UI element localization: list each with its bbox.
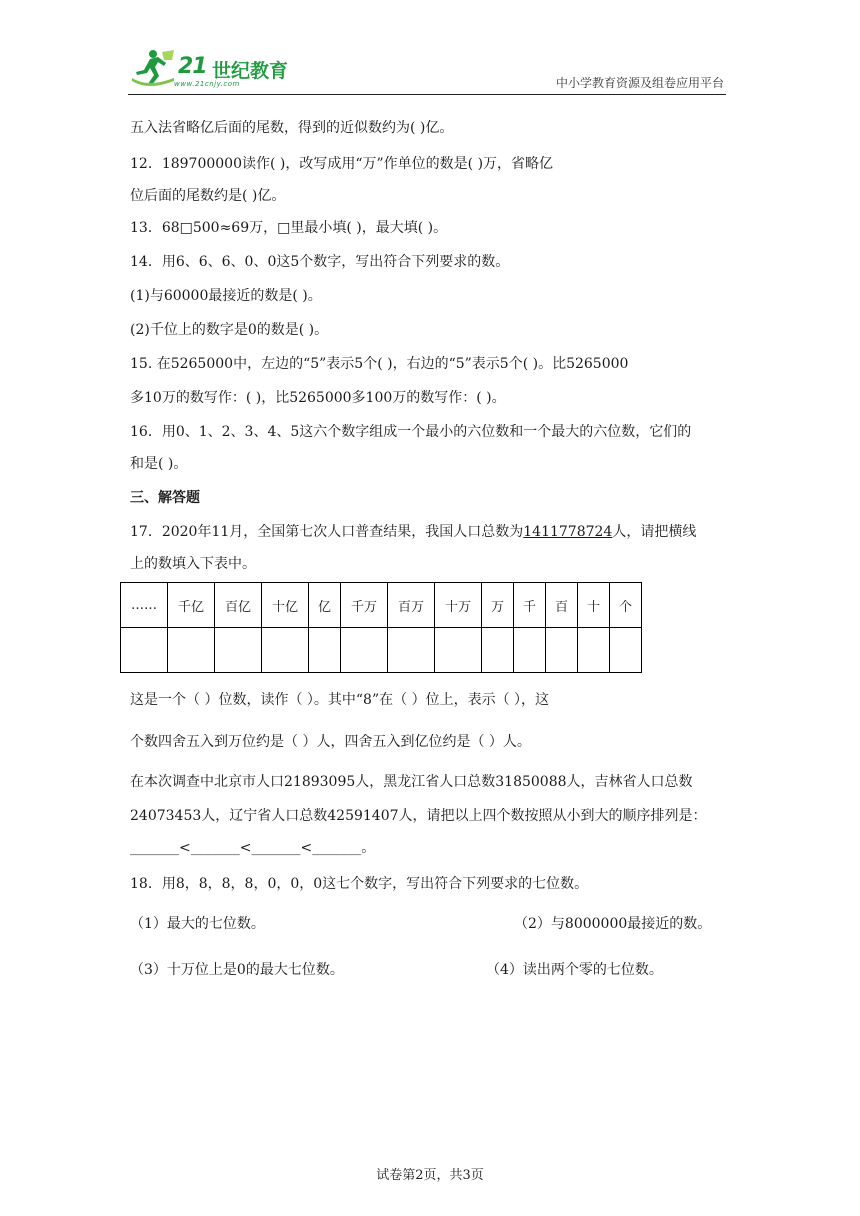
table-answer-cell[interactable]	[578, 628, 610, 673]
question-18-4: （4）读出两个零的七位数。	[486, 962, 663, 978]
question-16-line1: 16．用0、1、2、3、4、5这六个数字组成一个最小的六位数和一个最大的六位数，它们的	[130, 424, 692, 440]
question-13: 13．68□500≈69万，□里最小填( )，最大填( )。	[130, 220, 448, 236]
table-header-cell: 十亿	[262, 583, 309, 628]
question-17-line2: 上的数填入下表中。	[130, 556, 256, 572]
table-header-cell: ……	[121, 583, 168, 628]
question-12-line2: 位后面的尾数约是( )亿。	[130, 188, 286, 204]
question-17-line3: 这是一个（ ）位数，读作（ ）。其中“8”在（ ）位上，表示（ ），这	[130, 692, 550, 708]
runner-logo-icon	[128, 48, 180, 90]
table-header-row	[121, 583, 642, 628]
table-answer-cell[interactable]	[262, 628, 309, 673]
question-17-ordering-blanks: _______<_______<_______<_______。	[130, 840, 376, 856]
logo	[128, 48, 298, 90]
table-answer-cell[interactable]	[610, 628, 642, 673]
question-17-text-end: 人，请把横线	[612, 524, 697, 540]
table-answer-cell[interactable]	[215, 628, 262, 673]
question-18-1: （1）最大的七位数。	[130, 916, 265, 932]
table-answer-cell[interactable]	[388, 628, 435, 673]
table-header-cell: 千万	[341, 583, 388, 628]
question-16-line2: 和是( )。	[130, 456, 188, 472]
question-17-text: 17．2020年11月，全国第七次人口普查结果，我国人口总数为	[130, 524, 524, 540]
question-14-1: (1)与60000最接近的数是( )。	[130, 288, 322, 304]
table-answer-row	[121, 628, 642, 673]
table-header-cell: 十万	[435, 583, 482, 628]
table-header-cell: 十	[578, 583, 610, 628]
question-18-2: （2）与8000000最接近的数。	[514, 916, 712, 932]
logo-url: www.21cnjy.com	[174, 80, 240, 88]
question-17-line6: 24073453人，辽宁省人口总数42591407人，请把以上四个数按照从小到大的顺序排列是：	[130, 808, 707, 824]
table-header-cell: 百万	[388, 583, 435, 628]
platform-name: 中小学教育资源及组卷应用平台	[555, 76, 724, 90]
question-18: 18．用8，8，8，8，0，0，0这七个数字，写出符合下列要求的七位数。	[130, 876, 589, 892]
table-header-cell: 亿	[309, 583, 341, 628]
table-answer-cell[interactable]	[435, 628, 482, 673]
table-answer-cell[interactable]	[514, 628, 546, 673]
question-15-line1: 15. 在5265000中，左边的“5”表示5个( )，右边的“5”表示5个( )。比5265000	[130, 356, 629, 372]
logo-number: 21	[178, 54, 207, 79]
population-number: 1411778724	[523, 524, 613, 540]
table-header-cell: 千亿	[168, 583, 215, 628]
table-header-cell: 万	[482, 583, 514, 628]
table-answer-cell[interactable]	[121, 628, 168, 673]
table-header-cell: 个	[610, 583, 642, 628]
question-15-line2: 多10万的数写作：( )，比5265000多100万的数写作：( )。	[130, 390, 506, 406]
question-17-line1	[130, 522, 696, 542]
page-footer: 试卷第2页，共3页	[376, 1168, 484, 1183]
question-18-3: （3）十万位上是0的最大七位数。	[130, 962, 344, 978]
question-14: 14．用6、6、6、0、0这5个数字，写出符合下列要求的数。	[130, 254, 510, 270]
question-17-line4: 个数四舍五入到万位约是（ ）人，四舍五入到亿位约是（ ）人。	[130, 734, 531, 750]
table-answer-cell[interactable]	[341, 628, 388, 673]
table-header-cell: 百亿	[215, 583, 262, 628]
section-title: 三、解答题	[130, 490, 200, 506]
page-header	[128, 44, 726, 95]
question-17-line5: 在本次调查中北京市人口21893095人，黑龙江省人口总数31850088人，吉林省人口总数	[130, 774, 693, 790]
place-value-table	[120, 582, 642, 673]
table-header-cell: 千	[514, 583, 546, 628]
table-answer-cell[interactable]	[546, 628, 578, 673]
table-answer-cell[interactable]	[168, 628, 215, 673]
table-header-cell: 百	[546, 583, 578, 628]
text-line: 五入法省略亿后面的尾数，得到的近似数约为( )亿。	[130, 120, 454, 136]
table-answer-cell[interactable]	[309, 628, 341, 673]
logo-text: 世纪教育	[212, 60, 289, 82]
question-14-2: (2)千位上的数字是0的数是( )。	[130, 322, 329, 338]
table-answer-cell[interactable]	[482, 628, 514, 673]
question-12-line1: 12．189700000读作( )，改写成用“万”作单位的数是( )万，省略亿	[130, 156, 554, 172]
